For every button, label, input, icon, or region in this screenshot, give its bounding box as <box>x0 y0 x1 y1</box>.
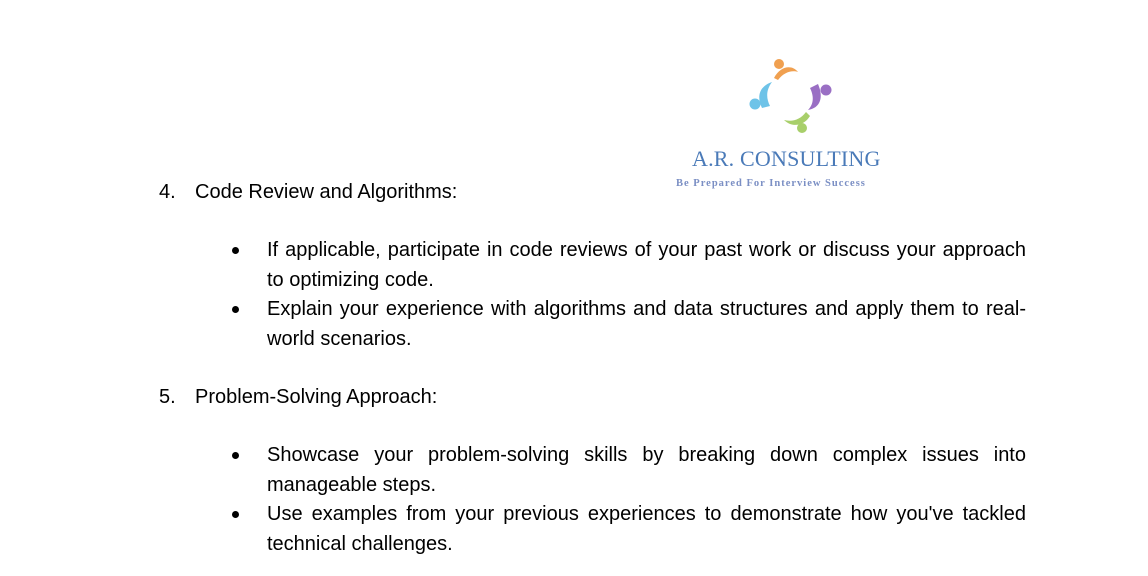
bullet-text: Use examples from your previous experiences to demonstrate how you've tackled technical challenges. <box>267 503 1026 555</box>
list-item <box>228 236 1026 295</box>
section-number: 4. <box>159 181 176 203</box>
section-heading <box>159 383 437 412</box>
bullet-icon <box>232 306 239 313</box>
bullet-text: Explain your experience with algorithms and data structures and apply them to real-world scenarios. <box>267 298 1026 350</box>
bullet-text: Showcase your problem-solving skills by breaking down complex issues into manageable steps. <box>267 444 1026 496</box>
logo-tagline: Be Prepared For Interview Success <box>676 178 866 189</box>
bullet-list <box>228 441 1026 559</box>
section-title: Code Review and Algorithms: <box>195 181 458 203</box>
bullet-icon <box>232 247 239 254</box>
section-heading <box>159 178 457 207</box>
section-title: Problem-Solving Approach: <box>195 386 438 408</box>
bullet-icon <box>232 452 239 459</box>
bullet-list <box>228 236 1026 354</box>
list-item <box>228 500 1026 559</box>
logo-title: A.R. CONSULTING <box>692 146 881 171</box>
list-item <box>228 295 1026 354</box>
bullet-text: If applicable, participate in code reviews of your past work or discuss your approach to optimizing code. <box>267 239 1026 291</box>
bullet-icon <box>232 511 239 518</box>
company-logo <box>660 52 930 197</box>
people-circle-logo-icon <box>748 54 838 134</box>
list-item <box>228 441 1026 500</box>
section-number: 5. <box>159 386 176 408</box>
